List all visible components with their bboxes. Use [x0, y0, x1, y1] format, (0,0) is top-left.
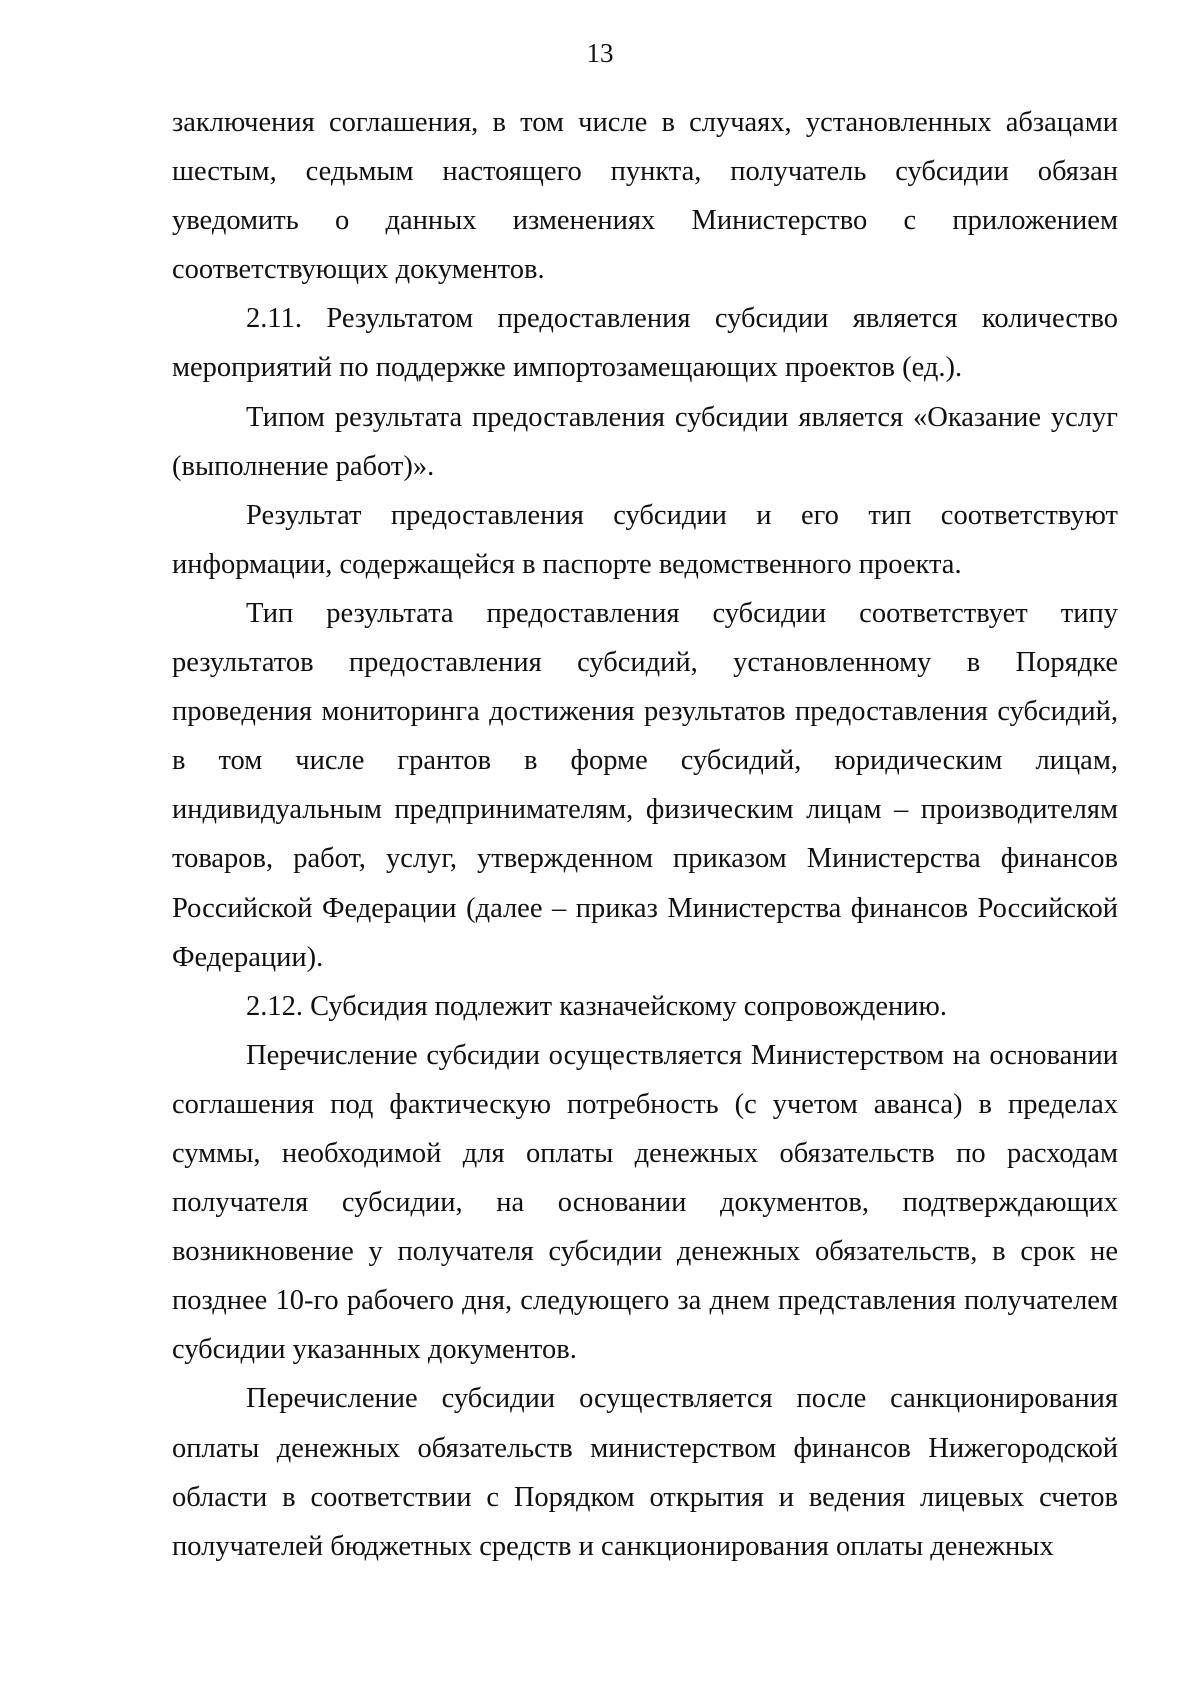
paragraph-2-11-result: 2.11. Результатом предоставления субсидии является количество мероприятий по поддержке импортозамещающих проектов (ед.).	[172, 303, 1118, 384]
paragraph-transfer-sanction: Перечисление субсидии осуществляется после санкционирования оплаты денежных обязательств министерством финансов Нижегородской области в соответствии с Порядком открытия и ведения лицевых счетов получателей бюджетных средств и санкционирования оплаты денежных	[172, 1383, 1118, 1562]
document-body	[172, 98, 1118, 1571]
paragraph-2-12-treasury: 2.12. Субсидия подлежит казначейскому сопровождению.	[246, 990, 947, 1022]
page-number: 13	[586, 38, 614, 68]
paragraph-result-type: Типом результата предоставления субсидии является «Оказание услуг (выполнение работ)».	[172, 401, 1118, 482]
paragraph-agreement-changes: заключения соглашения, в том числе в случаях, установленных абзацами шестым, седьмым настоящего пункта, получатель субсидии обязан уведомить о данных изменениях Министерство с приложением соответствующих документов.	[172, 107, 1118, 286]
paragraph-result-passport: Результат предоставления субсидии и его тип соответствуют информации, содержащейся в паспорте ведомственного проекта.	[172, 499, 1118, 580]
paragraph-result-type-order: Тип результата предоставления субсидии соответствует типу результатов предоставления субсидий, установленному в Порядке проведения мониторинга достижения результатов предоставления субсидий, в том числе грантов в форме субсидий, юридическим лицам, индивидуальным предпринимателям, физическим лицам – производителям товаров, работ, услуг, утвержденном приказом Министерства финансов Российской Федерации (далее – приказ Министерства финансов Российской Федерации).	[172, 597, 1118, 973]
paragraph-transfer-basis: Перечисление субсидии осуществляется Министерством на основании соглашения под фактическую потребность (с учетом аванса) в пределах суммы, необходимой для оплаты денежных обязательств по расходам получателя субсидии, на основании документов, подтверждающих возникновение у получателя субсидии денежных обязательств, в срок не позднее 10-го рабочего дня, следующего за днем представления получателем субсидии указанных документов.	[172, 1039, 1118, 1366]
